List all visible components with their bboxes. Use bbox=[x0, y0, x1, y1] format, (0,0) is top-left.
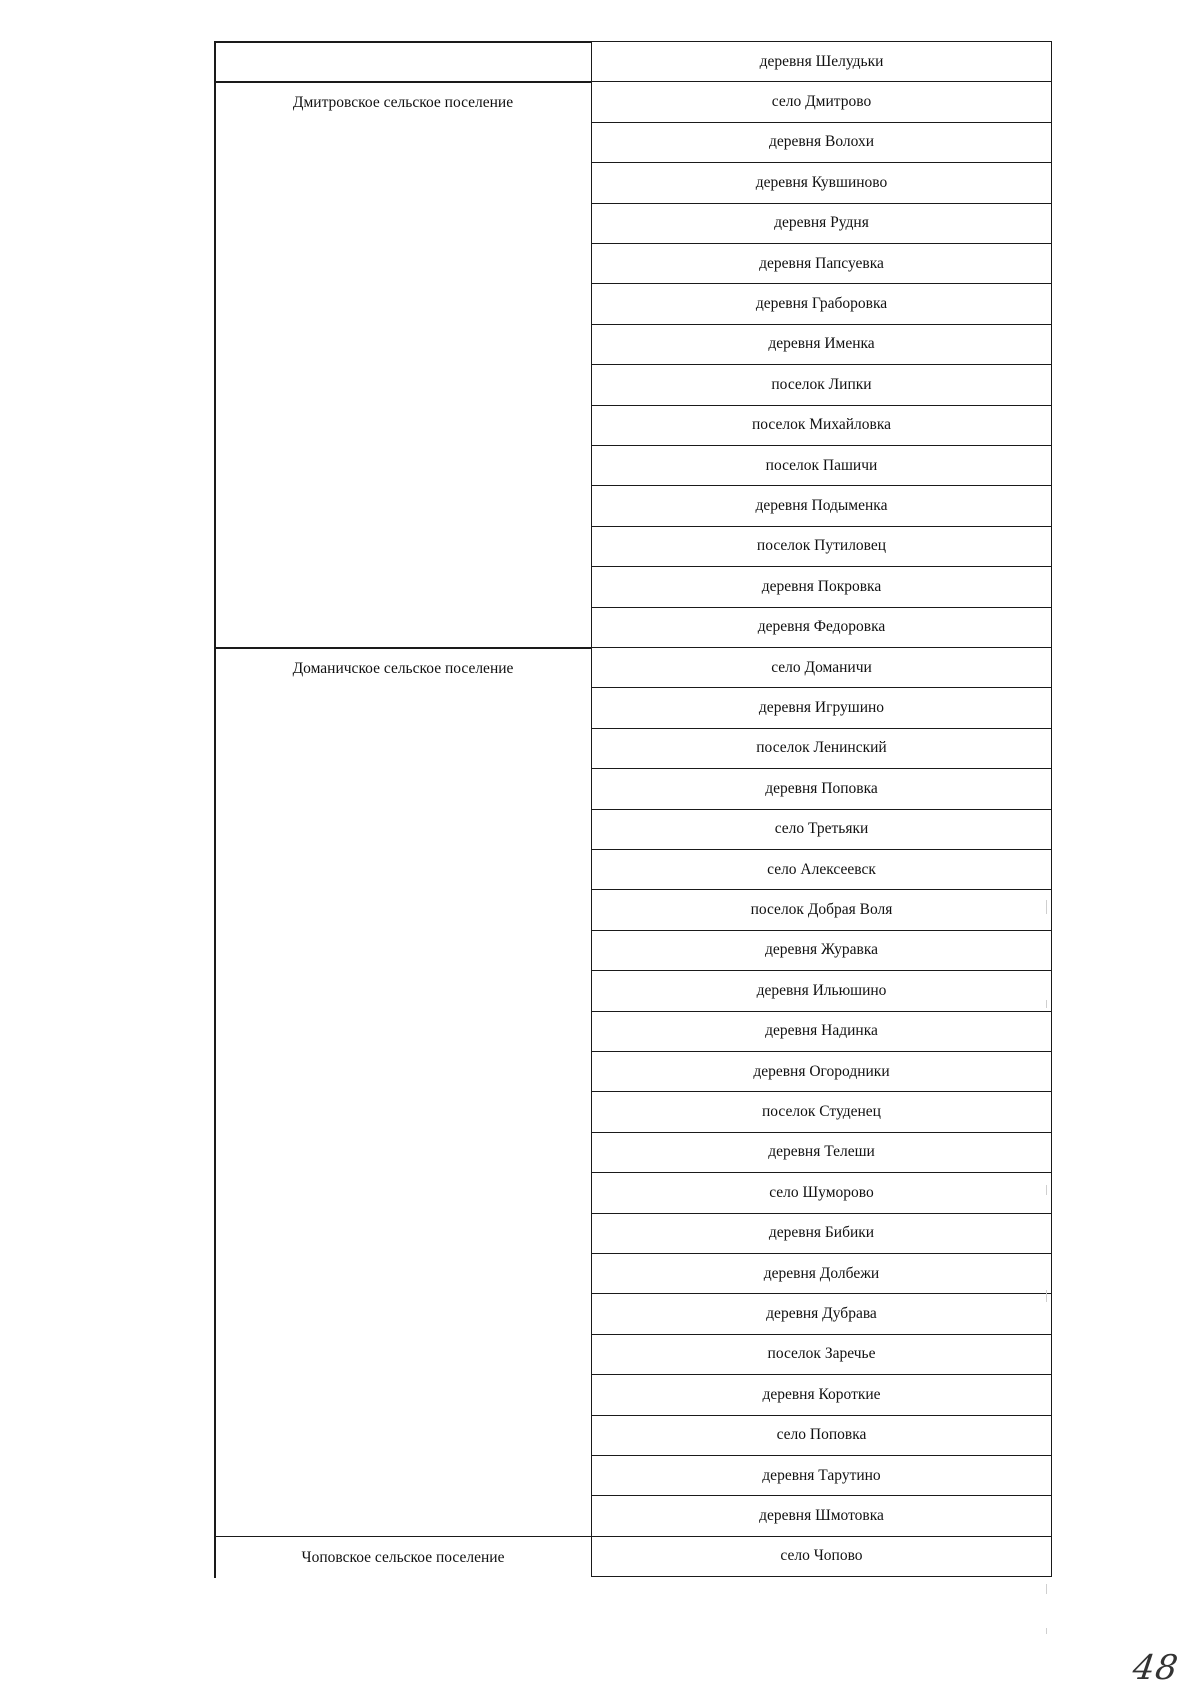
settlement-cell bbox=[214, 647, 592, 1536]
locality-cell bbox=[591, 526, 1052, 567]
settlement-name bbox=[214, 41, 592, 55]
locality-name: деревня Покровка bbox=[761, 577, 882, 595]
locality-name: село Третьяки bbox=[774, 820, 869, 838]
locality-name: село Алексеевск bbox=[767, 860, 876, 878]
scan-artifact bbox=[1046, 1185, 1047, 1195]
locality-cell bbox=[591, 445, 1052, 486]
locality-name: село Дмитрово bbox=[771, 93, 872, 111]
settlement-name: Дмитровское сельское поселение bbox=[292, 94, 514, 112]
locality-cell bbox=[591, 364, 1052, 405]
locality-cell bbox=[591, 728, 1052, 769]
locality-name: поселок Путиловец bbox=[756, 537, 887, 555]
locality-name: поселок Добрая Воля bbox=[750, 901, 893, 919]
locality-name: поселок Ленинский bbox=[756, 739, 887, 757]
locality-cell bbox=[591, 849, 1052, 890]
locality-cell bbox=[591, 970, 1052, 1011]
locality-name: село Поповка bbox=[776, 1426, 867, 1444]
scan-artifact bbox=[1046, 1000, 1047, 1008]
locality-name: деревня Граборовка bbox=[755, 295, 888, 313]
locality-name: деревня Журавка bbox=[764, 941, 879, 959]
scan-artifact bbox=[1046, 1584, 1047, 1594]
locality-cell bbox=[591, 930, 1052, 971]
settlement-cell bbox=[214, 1536, 592, 1576]
locality-cell bbox=[591, 1374, 1052, 1415]
locality-name: деревня Федоровка bbox=[757, 618, 886, 636]
locality-name: деревня Короткие bbox=[762, 1385, 881, 1403]
locality-cell bbox=[591, 122, 1052, 163]
locality-name: деревня Рудня bbox=[774, 214, 869, 232]
locality-cell bbox=[591, 566, 1052, 607]
locality-name: деревня Шелудьки bbox=[759, 52, 884, 70]
locality-cell bbox=[591, 1293, 1052, 1334]
scan-artifact bbox=[1046, 900, 1047, 914]
locality-cell bbox=[591, 243, 1052, 284]
table-left-border bbox=[214, 41, 216, 1578]
handwritten-page-number: 48 bbox=[1130, 1648, 1182, 1688]
locality-cell bbox=[591, 405, 1052, 446]
settlement-cell bbox=[214, 81, 592, 647]
locality-name: деревня Телеши bbox=[768, 1143, 875, 1161]
locality-name: деревня Шмотовка bbox=[759, 1507, 884, 1525]
settlement-name: Чоповское сельское поселение bbox=[301, 1548, 505, 1566]
locality-name: деревня Ильюшино bbox=[756, 981, 887, 999]
locality-name: поселок Михайловка bbox=[751, 416, 892, 434]
locality-cell bbox=[591, 1253, 1052, 1294]
locality-name: село Шуморово bbox=[769, 1183, 874, 1201]
locality-cell bbox=[591, 1172, 1052, 1213]
locality-name: поселок Студенец bbox=[762, 1103, 881, 1121]
locality-name: поселок Липки bbox=[771, 375, 872, 393]
locality-name: деревня Кувшиново bbox=[755, 173, 888, 191]
locality-cell bbox=[591, 1455, 1052, 1496]
settlement-cell bbox=[214, 41, 592, 81]
locality-name: деревня Волохи bbox=[768, 133, 875, 151]
locality-cell bbox=[591, 1334, 1052, 1375]
locality-cell bbox=[591, 1132, 1052, 1173]
group-divider bbox=[214, 647, 591, 649]
locality-name: деревня Игрушино bbox=[758, 699, 885, 717]
locality-cell bbox=[591, 809, 1052, 850]
locality-cell bbox=[591, 768, 1052, 809]
locality-name: село Доманичи bbox=[771, 658, 872, 676]
locality-name: поселок Пашичи bbox=[765, 456, 878, 474]
locality-cell bbox=[591, 687, 1052, 728]
locality-name: деревня Бибики bbox=[768, 1224, 875, 1242]
locality-cell bbox=[591, 41, 1052, 82]
locality-cell bbox=[591, 283, 1052, 324]
locality-cell bbox=[591, 607, 1052, 648]
locality-name: деревня Надинка bbox=[765, 1022, 878, 1040]
locality-cell bbox=[591, 1213, 1052, 1254]
locality-cell bbox=[591, 203, 1052, 244]
locality-cell bbox=[591, 889, 1052, 930]
locality-cell bbox=[591, 1011, 1052, 1052]
scan-artifact bbox=[1046, 1290, 1047, 1302]
locality-name: деревня Огородники bbox=[753, 1062, 890, 1080]
locality-name: деревня Тарутино bbox=[762, 1466, 881, 1484]
locality-name: деревня Подыменка bbox=[755, 497, 888, 515]
group-divider bbox=[214, 1536, 591, 1538]
locality-name: поселок Заречье bbox=[767, 1345, 876, 1363]
locality-cell bbox=[591, 1536, 1052, 1577]
locality-cell bbox=[591, 324, 1052, 365]
locality-name: деревня Дубрава bbox=[766, 1305, 877, 1323]
locality-cell bbox=[591, 485, 1052, 526]
locality-name: деревня Долбежи bbox=[763, 1264, 880, 1282]
locality-cell bbox=[591, 647, 1052, 688]
locality-cell bbox=[591, 1051, 1052, 1092]
locality-name: село Чопово bbox=[780, 1547, 863, 1565]
scan-artifact bbox=[1046, 1628, 1047, 1634]
first-group-bottom-border bbox=[214, 81, 591, 83]
settlement-name: Доманичское сельское поселение bbox=[292, 660, 514, 677]
locality-cell bbox=[591, 162, 1052, 203]
locality-name: деревня Именка bbox=[768, 335, 875, 353]
locality-cell bbox=[591, 1091, 1052, 1132]
locality-cell bbox=[591, 81, 1052, 122]
locality-name: деревня Папсуевка bbox=[759, 254, 884, 272]
locality-cell bbox=[591, 1495, 1052, 1536]
locality-name: деревня Поповка bbox=[765, 779, 878, 797]
locality-cell bbox=[591, 1415, 1052, 1456]
